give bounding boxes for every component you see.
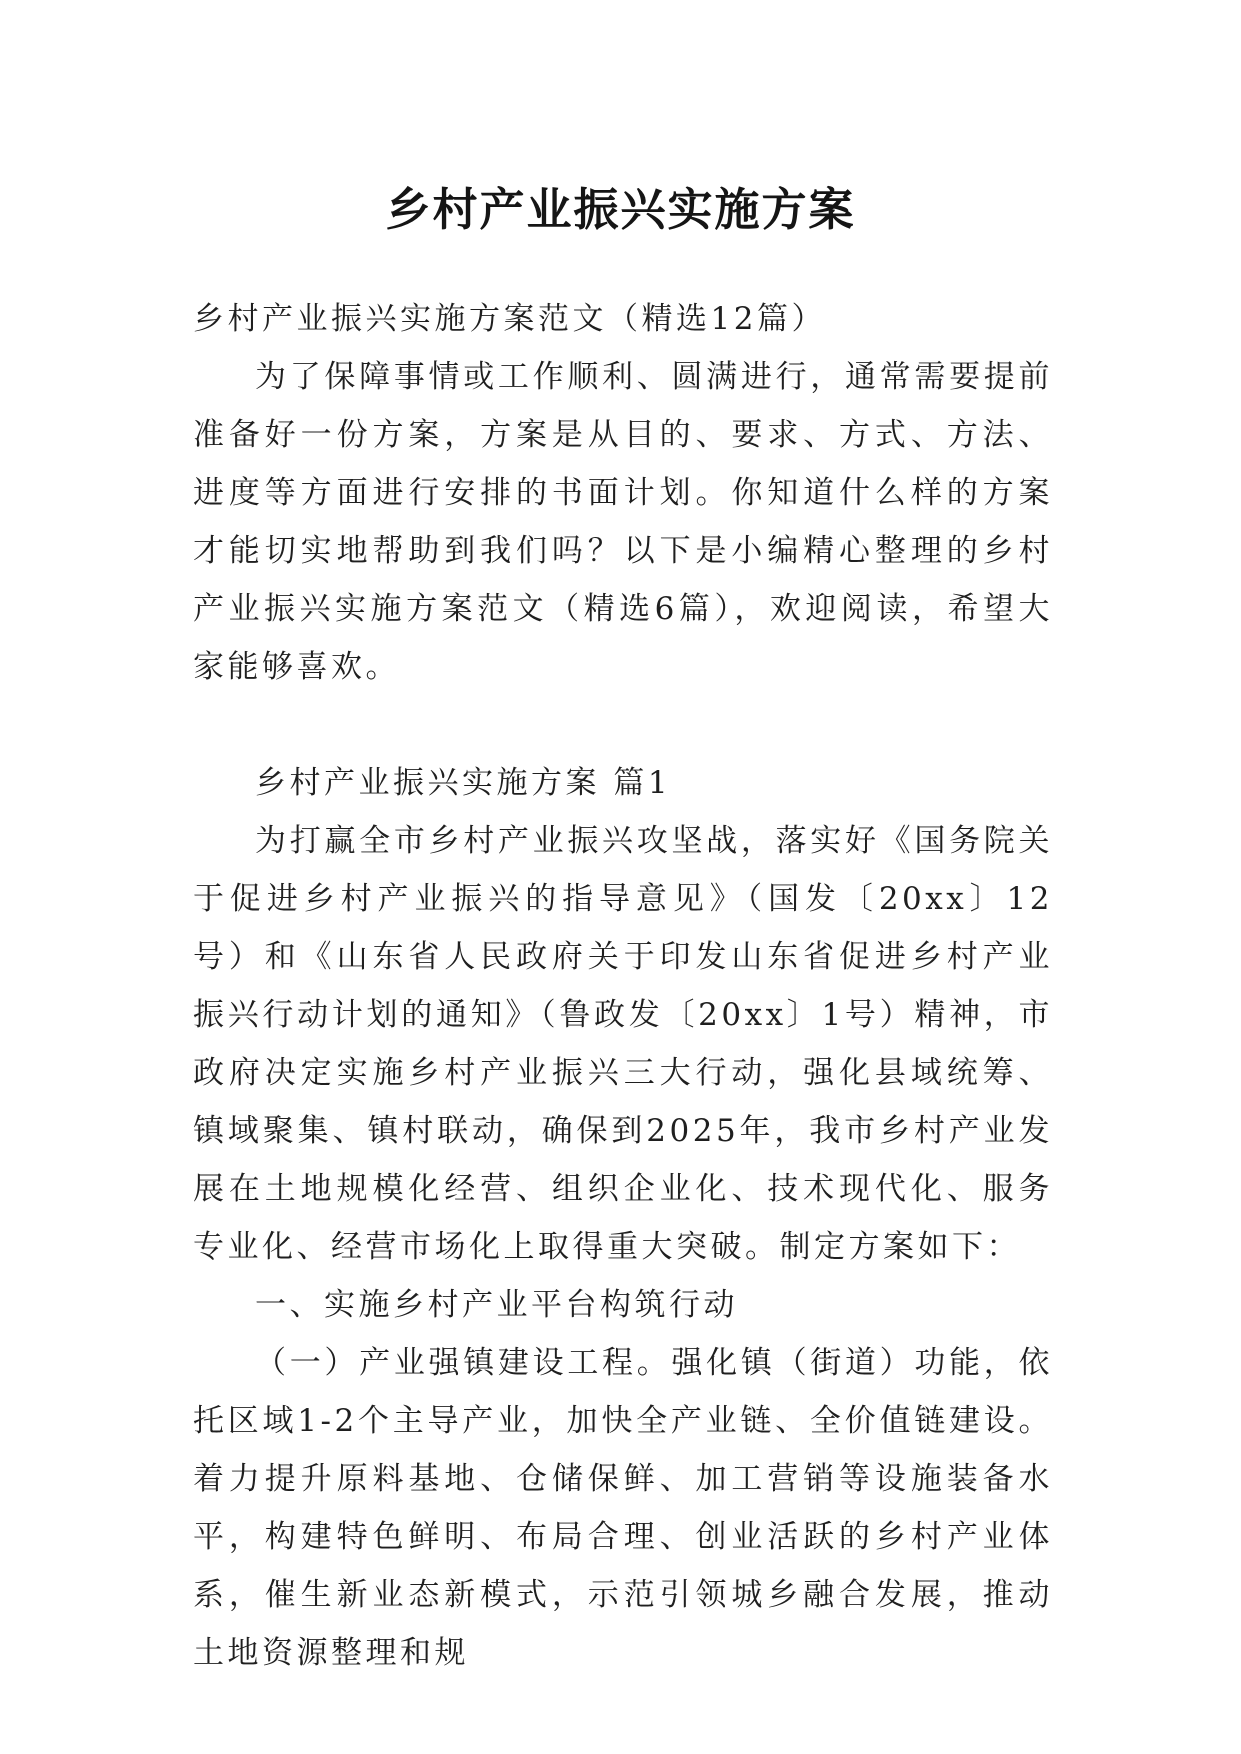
document-body [193,290,1053,1682]
intro-paragraph: 为了保障事情或工作顺利、圆满进行，通常需要提前准备好一份方案，方案是从目的、要求、方式、方法、进度等方面进行安排的书面计划。你知道什么样的方案才能切实地帮助到我们吗？以下是小编精心整理的乡村产业振兴实施方案范文（精选6篇），欢迎阅读，希望大家能够喜欢。 [193,359,1053,685]
document-title: 乡村产业振兴实施方案 [385,183,856,237]
body-paragraph-1: 为打赢全市乡村产业振兴攻坚战，落实好《国务院关于促进乡村产业振兴的指导意见》（国发〔20xx〕12号）和《山东省人民政府关于印发山东省促进乡村产业振兴行动计划的通知》（鲁政发〔20xx〕1号）精神，市政府决定实施乡村产业振兴三大行动，强化县域统筹、镇域聚集、镇村联动，确保到2025年，我市乡村产业发展在土地规模化经营、组织企业化、技术现代化、服务专业化、经营市场化上取得重大突破。制定方案如下： [193,823,1053,1265]
paragraph-spacer [193,696,1053,754]
section-subheading-1: 一、实施乡村产业平台构筑行动 [255,1287,738,1323]
section-heading: 乡村产业振兴实施方案 篇1 [255,765,672,801]
body-paragraph-2: （一）产业强镇建设工程。强化镇（街道）功能，依托区域1-2个主导产业，加快全产业链、全价值链建设。着力提升原料基地、仓储保鲜、加工营销等设施装备水平，构建特色鲜明、布局合理、创业活跃的乡村产业体系，催生新业态新模式，示范引领城乡融合发展，推动土地资源整理和规 [193,1345,1053,1671]
document-subtitle: 乡村产业振兴实施方案范文（精选12篇） [193,301,826,337]
